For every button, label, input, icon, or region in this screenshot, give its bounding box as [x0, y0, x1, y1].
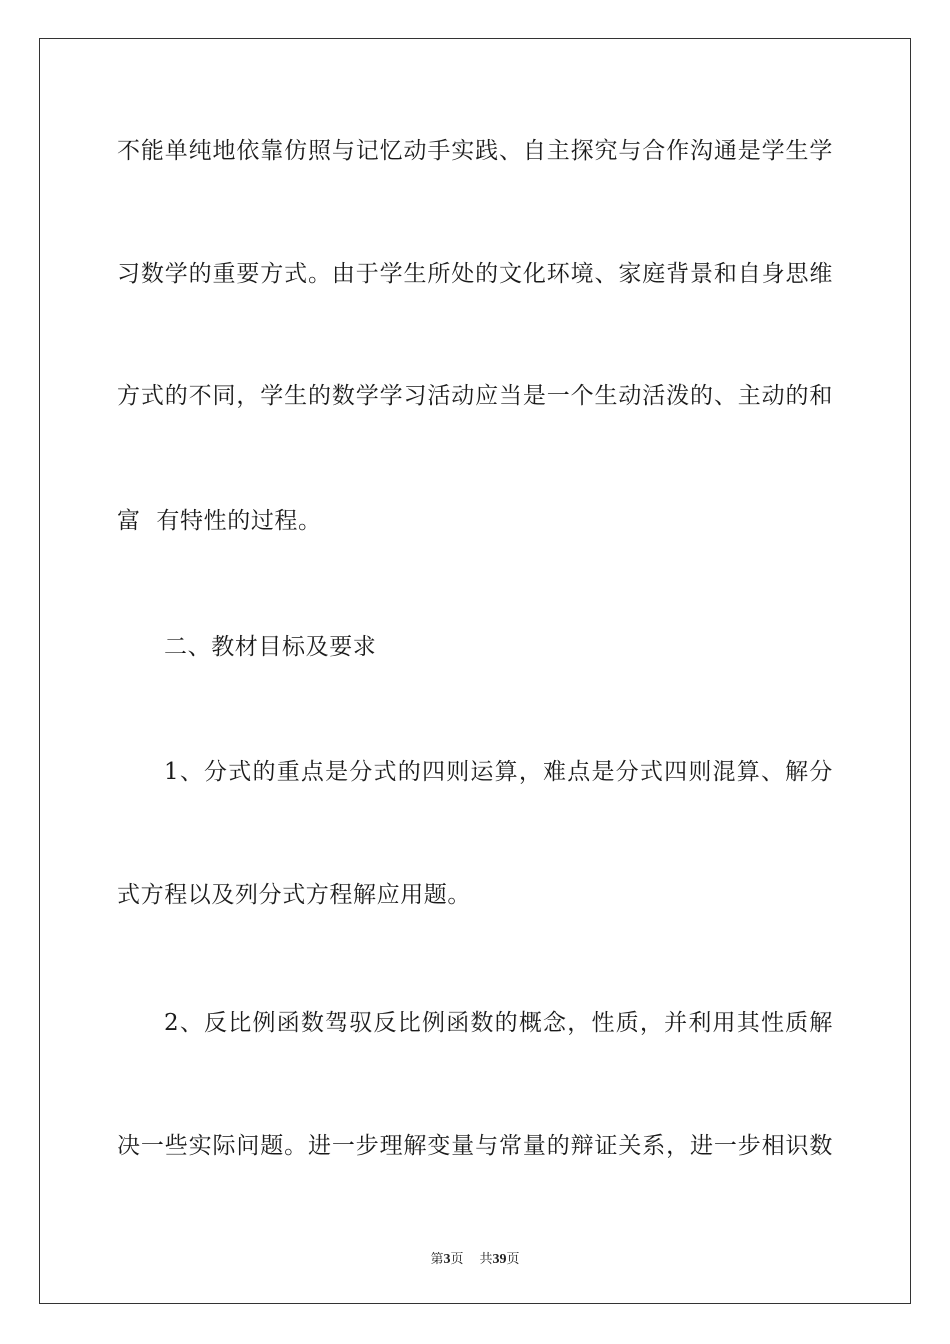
section-heading: 二、教材目标及要求 [164, 634, 377, 660]
footer-page-suffix: 页 [450, 1252, 464, 1267]
page-footer [0, 1248, 950, 1268]
page-border [39, 38, 911, 1304]
footer-total-suffix: 页 [506, 1252, 520, 1267]
paragraph-line-2: 习数学的重要方式。由于学生所处的文化环境、家庭背景和自身思维 [117, 261, 833, 287]
footer-page-number: 3 [443, 1252, 451, 1267]
footer-total-prefix: 共 [479, 1252, 493, 1267]
item-1-line-2: 式方程以及列分式方程解应用题。 [117, 882, 471, 908]
paragraph-line-1: 不能单纯地依靠仿照与记忆动手实践、自主探究与合作沟通是学生学 [117, 138, 833, 164]
paragraph-line-4: 富 有特性的过程。 [117, 508, 322, 534]
footer-page-prefix: 第 [430, 1252, 444, 1267]
item-2-line-1: 2、反比例函数驾驭反比例函数的概念，性质，并利用其性质解 [164, 1010, 833, 1036]
item-2-line-2: 决一些实际问题。进一步理解变量与常量的辩证关系，进一步相识数 [117, 1133, 833, 1159]
item-1-line-1: 1、分式的重点是分式的四则运算，难点是分式四则混算、解分 [164, 759, 833, 785]
footer-total-pages: 39 [492, 1252, 507, 1267]
paragraph-line-3: 方式的不同，学生的数学学习活动应当是一个生动活泼的、主动的和 [117, 383, 833, 409]
